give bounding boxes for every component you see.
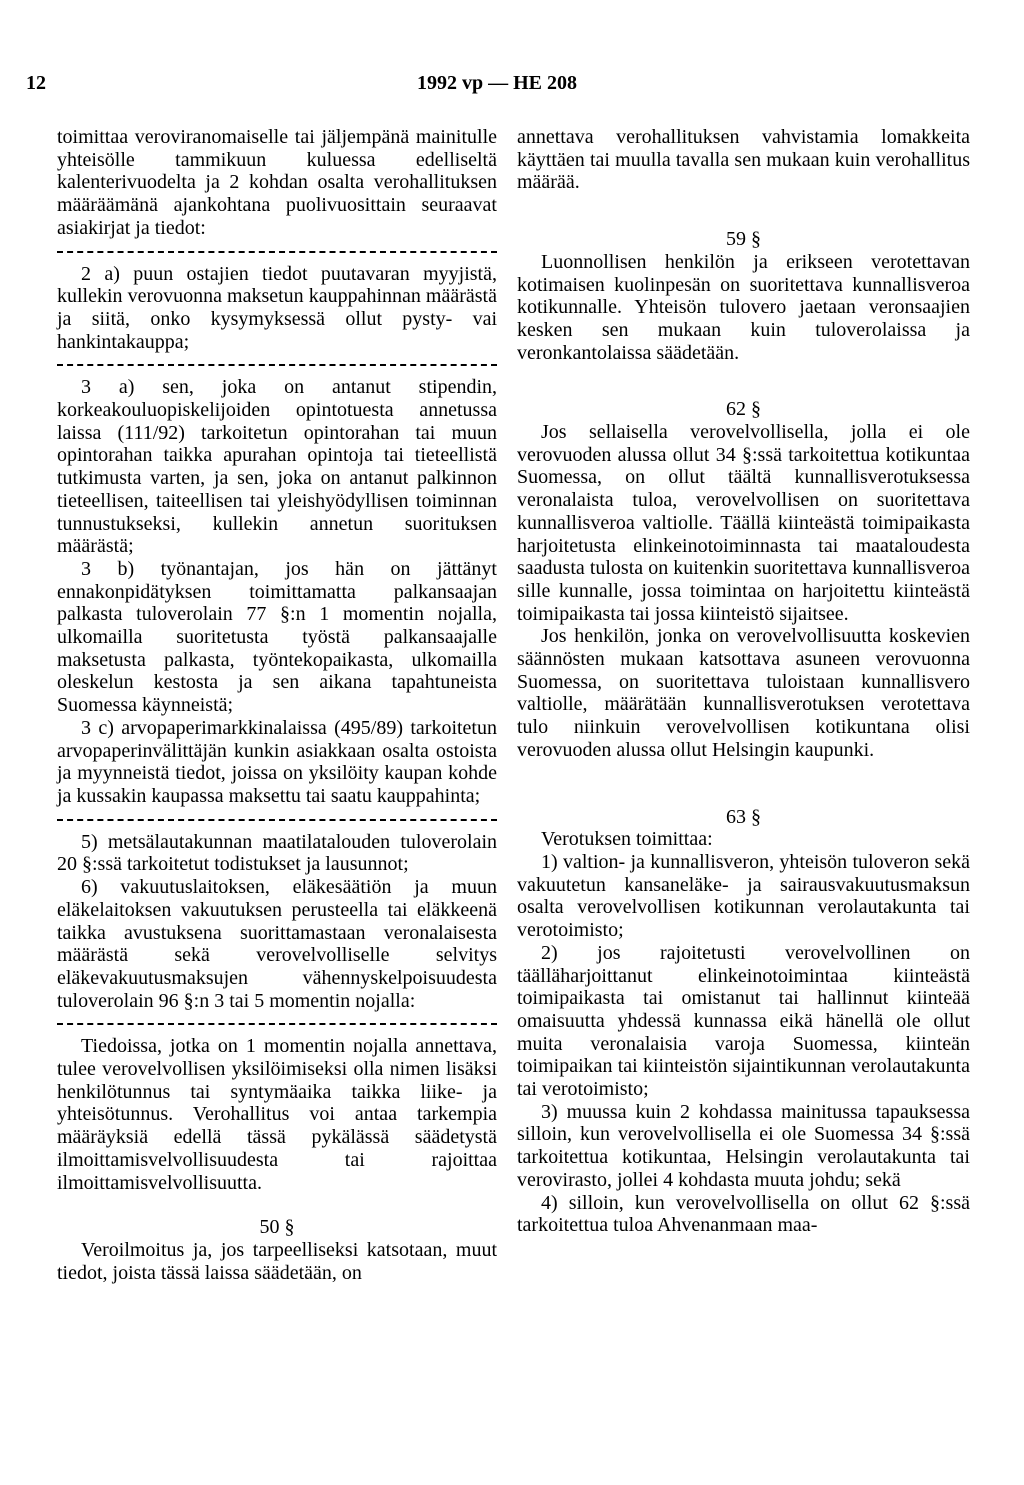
paragraph: annettava verohallituksen vahvistamia lomakkeita käyttäen tai muulla tavalla sen mukaan kuin verohallitus määrää. (517, 126, 970, 194)
paragraph: Veroilmoitus ja, jos tarpeelliseksi katsotaan, muut tiedot, joista tässä laissa säädetään, on (57, 1238, 497, 1284)
page-number: 12 (26, 72, 46, 94)
paragraph: Verotuksen toimittaa: (541, 828, 713, 851)
paragraph: 6) vakuutuslaitoksen, eläkesäätiön ja muun eläkelaitoksen vakuutuksen perusteella tai eläkkeenä taikka avustuksena suorittamastaan veronalaisesta määrästä sekä verovelvolliselle selvitys eläkevakuutusmaksujen vähennyskelpoisuudesta tuloverolain 96 §:n 3 tai 5 momentin nojalla: (57, 876, 497, 1012)
paragraph: Jos henkilön, jonka on verovelvollisuutta koskevien säännösten mukaan katsottava asuneen verovuonna Suomessa, on suoritettava tuloistaan kunnallisvero valtiolle, määrätään kunnallisverotuksen verotettava tulo niinkuin verovelvollisen kotikuntana olisi verovuoden alussa ollut Helsingin kaupunki. (517, 625, 970, 761)
omission-dashes (57, 808, 497, 831)
omission-dashes (57, 353, 497, 376)
spacer (517, 216, 970, 228)
paragraph: 3 a) sen, joka on antanut stipendin, korkeakouluopiskelijoiden opintotuesta annetussa laissa (111/92) tarkoitetun opintorahan tai muun opintorahan taikka apurahan opintoja tai tieteellistä tutkimusta varten, ja sen, joka on antanut palkinnon tieteellisen, taiteellisen tai yleishyödyllisen toiminnan tunnustukseksi, kullekin annetun suorituksen määrästä; (57, 376, 497, 558)
paragraph: 4) silloin, kun verovelvollisella on ollut 62 §:ssä tarkoitettua tuloa Ahvenanmaan maa- (517, 1191, 970, 1237)
spacer (517, 364, 970, 386)
section-heading: 63 § (726, 805, 761, 828)
spacer (517, 194, 970, 216)
right-column (517, 126, 970, 1237)
paragraph: 2 a) puun ostajien tiedot puutavaran myyjistä, kullekin verovuonna maksetun kauppahinnan määrästä ja siitä, onko kysymyksessä ollut pysty- vai hankintakauppa; (57, 262, 497, 353)
spacer (517, 784, 970, 806)
spacer (517, 386, 970, 398)
paragraph: 3 c) arvopaperimarkkinalaissa (495/89) tarkoitetun arvopaperinvälittäjän kunkin asiakkaan osalta ostoista ja myynneistä tiedot, joissa on yksilöity kaupan kohde ja kussakin kaupassa maksettu tai saatu kauppahinta; (57, 716, 497, 807)
paragraph: 1) valtion- ja kunnallisveron, yhteisön tuloveron sekä vakuutetun kansaneläke- ja sairausvakuutusmaksun osalta verovelvollisen kotikunnan verolautakunta tai verotoimisto; (517, 850, 970, 942)
paragraph: Tiedoissa, jotka on 1 momentin nojalla annettava, tulee verovelvollisen yksilöimiseksi olla nimen lisäksi henkilötunnus tai syntymäaika taikka liike- ja yhteisötunnus. Verohallitus voi antaa tarkempia määräyksiä edellä tässä pykälässä säädetystä ilmoittamisvelvollisuudesta tai rajoittaa ilmoittamisvelvollisuutta. (57, 1035, 497, 1194)
paragraph: Jos sellaisella verovelvollisella, jolla ei ole verovuoden alussa ollut 34 §:ssä tarkoitettua kotikuntaa Suomessa, on ollut täältä kunnallisverotuksessa veronalaista tuloa, verovelvollisen on suoritettava kunnallisveroa valtiolle. Täällä kiinteästä toimipaikasta harjoitetusta elinkeinotoiminnasta tai maataloudesta saadusta tulosta on kuitenkin suoritettava kunnallisveroa sille kunnalle, jossa toimintaa on harjoitettu kiinteästä toimipaikasta tai jossa kiinteistö sijaitsee. (517, 421, 970, 625)
spacer (517, 762, 970, 784)
section-heading: 62 § (726, 398, 761, 421)
omission-dashes (57, 1012, 497, 1035)
running-head: 1992 vp — HE 208 (416, 72, 578, 94)
paragraph: 5) metsälautakunnan maatilatalouden tuloverolain 20 §:ssä tarkoitetut todistukset ja lausunnot; (57, 830, 497, 876)
paragraph: 3 b) työnantajan, jos hän on jättänyt ennakonpidätyksen toimittamatta palkansaajan palkasta tuloverolain 77 §:n 1 momentin nojalla, ulkomailla suoritetusta työstä palkansaajalle maksetusta palkasta, työntekopaikasta, ulkomailla oleskelun kestosta ja sen aikana tapahtuneista Suomessa käynneistä; (57, 557, 497, 717)
spacer (57, 1194, 497, 1216)
section-heading: 59 § (726, 228, 761, 251)
omission-dashes (57, 240, 497, 263)
paragraph: 3) muussa kuin 2 kohdassa mainitussa tapauksessa silloin, kun verovelvollisella ei ole Suomessa 34 §:ssä tarkoitettua kotikuntaa, Helsingin verolautakunta tai verovirasto, jollei 4 kohdasta muuta johdu; sekä (517, 1100, 970, 1191)
section-heading: 50 § (259, 1216, 295, 1239)
paragraph: toimittaa veroviranomaiselle tai jäljempänä mainitulle yhteisölle tammikuun kuluessa edelliseltä kalenterivuodelta ja 2 kohdan osalta verohallituksen määräämänä ajankohtana puolivuosittain seuraavat asiakirjat ja tiedot: (57, 126, 497, 239)
paragraph: 2) jos rajoitetusti verovelvollinen on täälläharjoittanut elinkeinotoimintaa kiinteästä toimipaikasta tai omistanut tai hallinnut kiinteää omaisuutta yhdessä kunnassa eikä hänellä ole ollut muita veronalaisia varoja Suomessa, kiinteän toimipaikan tai kiinteistön sijaintikunnan verolautakunta tai verotoimisto; (517, 941, 970, 1101)
left-column (57, 126, 497, 1284)
page-header (26, 72, 968, 98)
paragraph: Luonnollisen henkilön ja erikseen verotettavan kotimaisen kuolinpesän on suoritettava kunnallisveroa kotikunnalle. Yhteisön tulovero jaetaan veronsaajien kesken sen mukaan kuin tuloverolaissa ja veronkantolaissa säädetään. (517, 250, 970, 364)
